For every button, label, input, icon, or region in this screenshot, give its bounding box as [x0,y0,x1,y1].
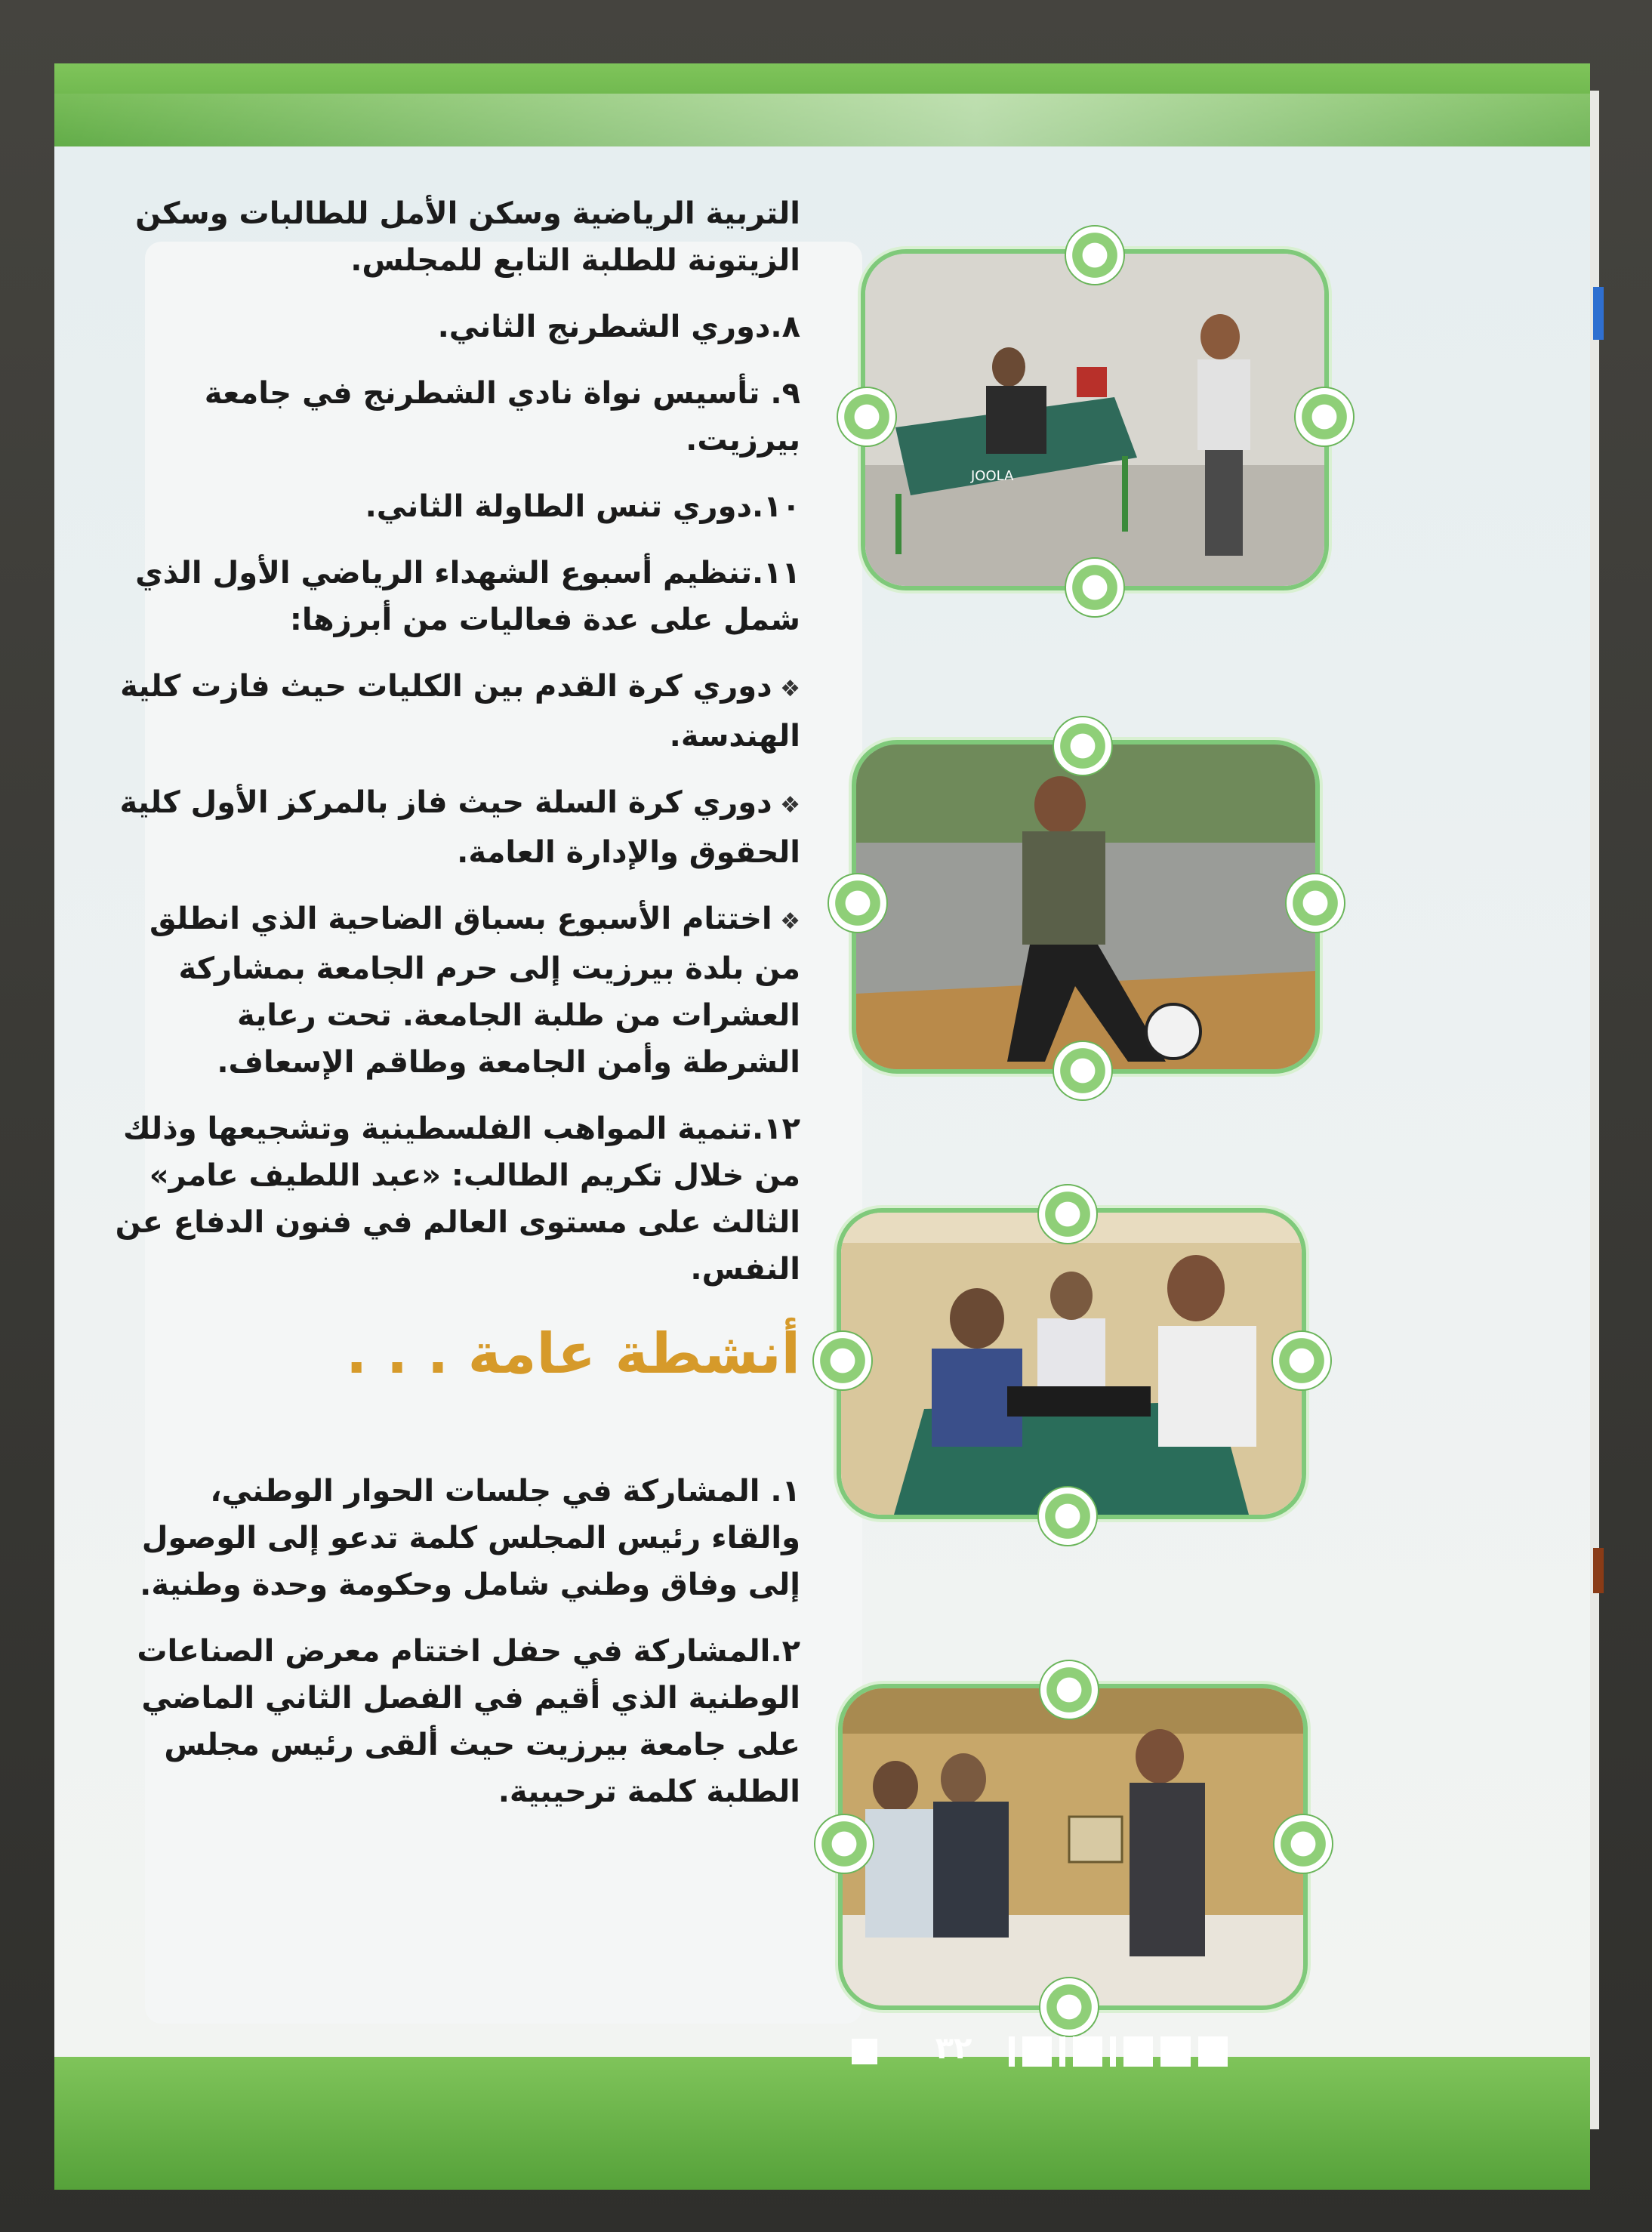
frame-ornament [837,387,897,447]
frame-ornament [812,1330,873,1391]
item-12: ١٢.تنمية المواهب الفلسطينية وتشجيعها وذلك من خلال تكريم الطالب: «عبد اللطيف عامر» الثالث على مستوى العالم في فنون الدفاع عن النفس. [115,1111,800,1287]
frame-ornament [1037,1486,1098,1546]
photo-chess [837,1208,1306,1519]
page-tab [1593,1548,1604,1593]
logo-stroke [1198,2036,1228,2067]
frame-ornament [1285,873,1345,933]
logo-stroke [1123,2036,1153,2067]
frame-ornament [814,1814,874,1874]
logo-stroke [1022,2036,1052,2067]
article-text [113,190,800,1835]
general-item-1: ١. المشاركة في جلسات الحوار الوطني، والقاء رئيس المجلس كلمة تدعو إلى الوصول إلى وفاق وطني شامل وحكومة وحدة وطنية. [140,1474,800,1602]
item-9: ٩. تأسيس نواة نادي الشطرنج في جامعة بيرزيت. [204,376,800,458]
section-heading [113,1321,800,1386]
item-11: ١١.تنظيم أسبوع الشهداء الرياضي الأول الذي شمل على عدة فعاليات من أبرزها: [135,556,800,637]
bullet-football: ❖ دوري كرة القدم بين الكليات حيث فازت كلية الهندسة. [113,663,800,760]
bullet-cross-country: ❖ اختتام الأسبوع بسباق الضاحية الذي انطلق من بلدة بيرزيت إلى حرم الجامعة بمشاركة العشرات من طلبة الجامعة. تحت رعاية الشرطة وأمن الجامعة وطاقم الإسعاف. [113,896,800,1086]
paragraph-intro: التربية الرياضية وسكن الأمل للطالبات وسكن الزيتونة للطلبة التابع للمجلس. [135,196,800,278]
logo-stroke [1073,2036,1102,2067]
logo-stroke [1160,2036,1190,2067]
frame-ornament [1065,225,1125,285]
page-number: ٣٢ [935,2031,972,2066]
table-brand-label: JOOLA [971,468,1014,484]
photo-football [852,740,1320,1074]
frame-ornament [1037,1184,1098,1244]
item-10: ١٠.دوري تنس الطاولة الثاني. [365,489,800,524]
magazine-logo [1009,2034,1228,2069]
general-item-2: ٢.المشاركة في حفل اختتام معرض الصناعات الوطنية الذي أقيم في الفصل الثاني الماضي على جامعة بيرزيت حيث ألقى رئيس مجلس الطلبة كلمة ترحيبية. [137,1634,800,1809]
football-scene [856,745,1315,1069]
top-band-highlight [54,94,1590,146]
photo-award-ceremony [838,1684,1308,2010]
logo-stroke [1059,2036,1065,2067]
item-8: ٨.دوري الشطرنج الثاني. [437,310,800,344]
section-heading-dots: . . . [346,1321,449,1386]
frame-ornament [1271,1330,1332,1391]
frame-ornament [1053,1040,1113,1101]
bullet-basketball: ❖ دوري كرة السلة حيث فاز بالمركز الأول كلية الحقوق والإدارة العامة. [113,779,800,876]
frame-ornament [1294,387,1355,447]
page-tab [1593,287,1604,340]
bottom-green-band [54,2057,1590,2190]
footer-square [852,2039,877,2064]
frame-ornament [1273,1814,1333,1874]
frame-ornament [1039,1660,1099,1720]
logo-stroke [1110,2036,1116,2067]
photo-table-tennis [861,249,1329,590]
frame-ornament [828,873,888,933]
logo-stroke [1009,2036,1015,2067]
frame-ornament [1053,716,1113,776]
frame-ornament [1039,1977,1099,2037]
frame-ornament [1065,557,1125,618]
section-heading-title: أنشطة عامة [467,1321,800,1386]
table-tennis-scene [865,254,1324,586]
award-scene [843,1688,1303,2005]
chess-scene [841,1213,1302,1515]
